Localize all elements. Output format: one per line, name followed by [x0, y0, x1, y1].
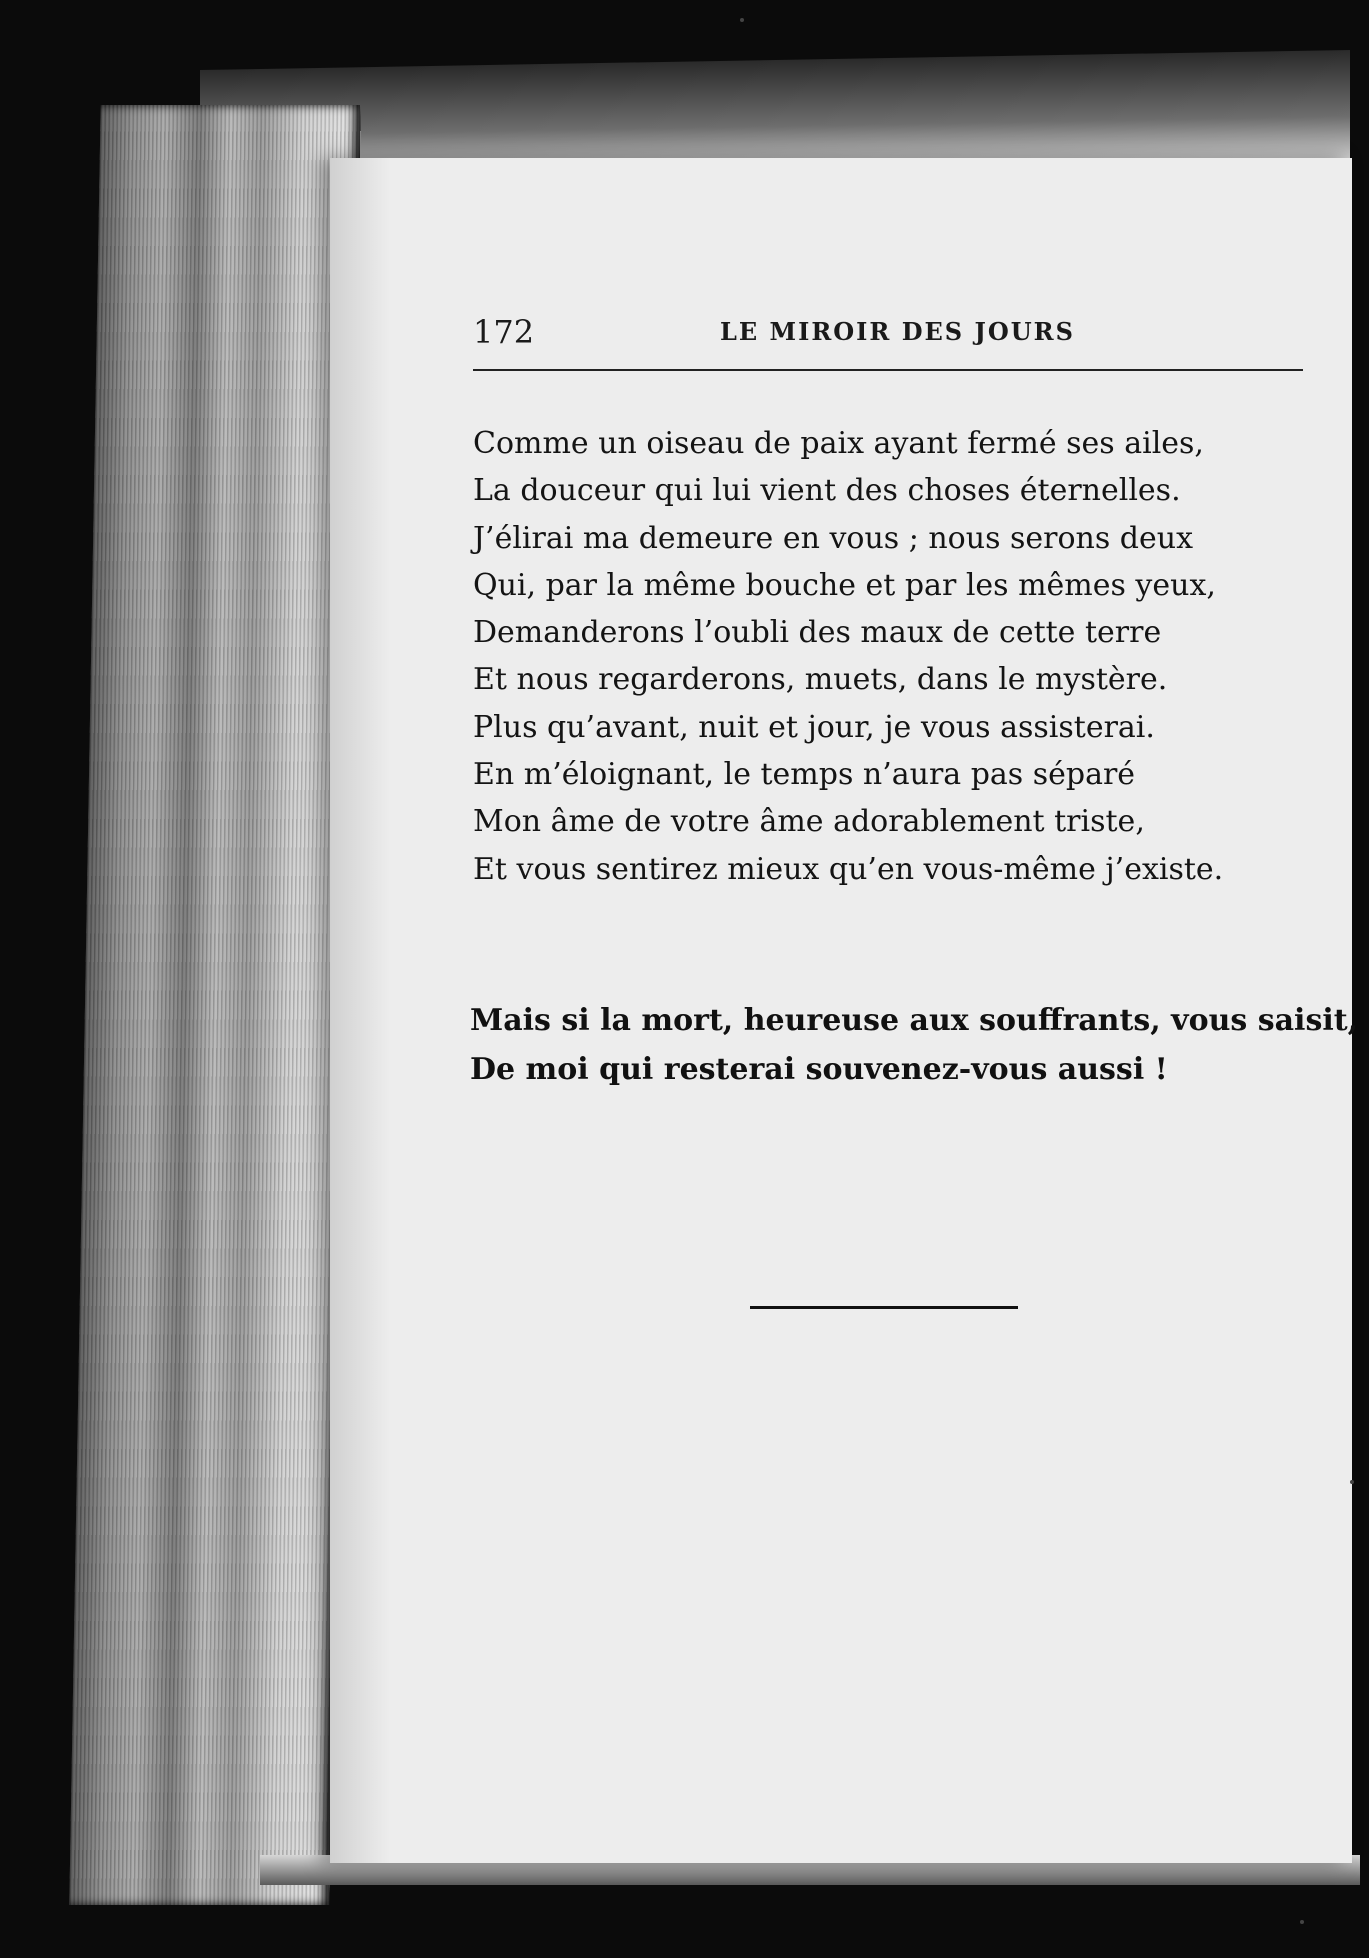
poem-line: J’élirai ma demeure en vous ; nous serons deux [473, 520, 1193, 556]
closing-rule [750, 1306, 1018, 1309]
poem-line: Qui, par la même bouche et par les mêmes yeux, [473, 567, 1216, 603]
poem-stanza-1 [473, 420, 1223, 893]
poem-line: Et vous sentirez mieux qu’en vous-même j’existe. [473, 851, 1224, 887]
poem-line: Et nous regarderons, muets, dans le mystère. [473, 662, 1168, 698]
poem-line: De moi qui resterai souvenez-vous aussi ! [470, 1052, 1168, 1087]
running-title: LE MIROIR DES JOURS [720, 317, 1075, 346]
page-number: 172 [473, 313, 535, 351]
book-page [330, 158, 1359, 1863]
header-rule [473, 369, 1303, 371]
poem-line: Mon âme de votre âme adorablement triste, [473, 804, 1145, 840]
poem-stanza-2 [470, 996, 1358, 1094]
scan-speck [740, 18, 744, 22]
book-page-edges [69, 105, 360, 1905]
poem-line: Mais si la mort, heureuse aux souffrants, vous saisit, [470, 1003, 1359, 1038]
scan-speck [1350, 1480, 1354, 1484]
poem-line: La douceur qui lui vient des choses éternelles. [473, 473, 1181, 509]
poem-line: Demanderons l’oubli des maux de cette terre [473, 615, 1162, 651]
poem-line: Plus qu’avant, nuit et jour, je vous assisterai. [473, 709, 1155, 745]
poem-line: En m’éloignant, le temps n’aura pas séparé [473, 757, 1136, 793]
scan-speck [1300, 1920, 1304, 1924]
poem-line: Comme un oiseau de paix ayant fermé ses ailes, [473, 426, 1204, 461]
